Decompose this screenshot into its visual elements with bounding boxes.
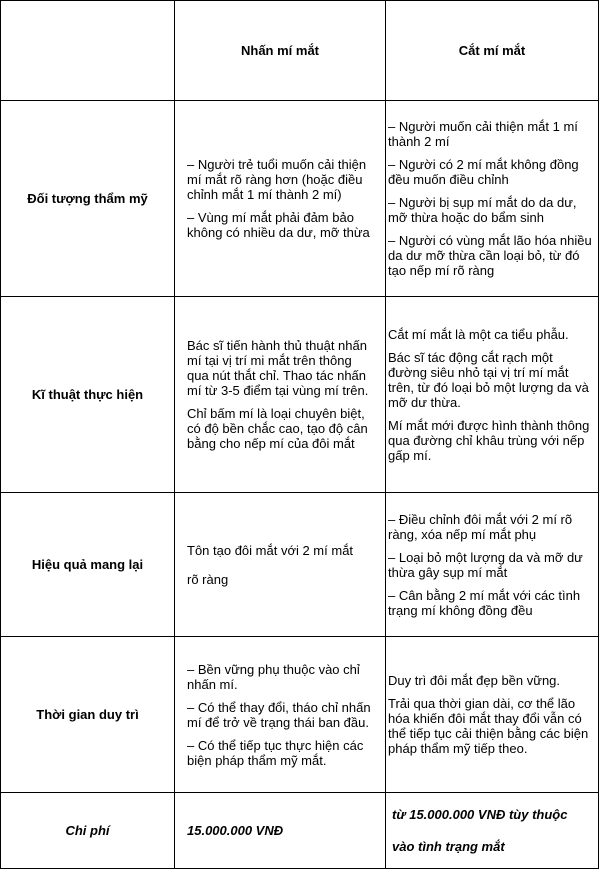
cell-paragraph: – Có thể tiếp tục thực hiện các biện pháp thẩm mỹ mắt. <box>187 737 364 768</box>
cell-paragraph: Duy trì đôi mắt đẹp bền vững. <box>388 673 561 688</box>
cell-paragraph: – Người muốn cải thiện mắt 1 mí thành 2 mí <box>388 119 578 149</box>
cell-paragraph: Bác sĩ tác động cắt rạch một đường siêu nhỏ tại vị trí mí mắt trên, từ đó loại bỏ một lượng da và mỡ dư thừa. <box>388 349 589 410</box>
cell-paragraph: Cắt mí mắt là một ca tiểu phẫu. <box>388 326 569 342</box>
cell-paragraph: Bác sĩ tiến hành thủ thuật nhấn mí tại vị trí mi mắt trên thông qua nút thắt chỉ. Thao tác nhấn mí từ 3-5 điểm tại vùng mí trên. <box>187 338 369 398</box>
row-label-hieu-qua: Hiệu quả mang lại <box>1 493 175 637</box>
cell-paragraph: – Bền vững phụ thuộc vào chỉ nhấn mí. <box>187 661 360 692</box>
cell-paragraph: Trải qua thời gian dài, cơ thể lão hóa khiến đôi mắt thay đổi vẫn có thể tiếp tục cải thiện bằng các biện pháp thẩm mỹ tiếp theo. <box>388 696 589 756</box>
cell-paragraph: Chỉ bấm mí là loại chuyên biệt, có độ bền chắc cao, tạo độ cân bằng cho nếp mí của đôi mắt <box>187 406 368 451</box>
cell-paragraph: – Điều chỉnh đôi mắt với 2 mí rõ ràng, xóa nếp mí mắt phụ <box>388 511 573 542</box>
row-label-ki-thuat: Kĩ thuật thực hiện <box>1 297 175 493</box>
cell-nhan-mi-thoi-gian <box>175 637 386 793</box>
cell-paragraph: – Người có 2 mí mắt không đồng đều muốn điều chỉnh <box>388 157 579 187</box>
cell-paragraph: – Người bị sụp mí mắt do da dư, mỡ thừa hoặc do bẩm sinh <box>388 195 577 225</box>
cell-paragraph: rõ ràng <box>187 571 229 587</box>
cell-cat-mi-chi-phi <box>386 793 599 869</box>
table-row <box>1 793 599 869</box>
header-row <box>1 1 599 101</box>
cell-paragraph: Tôn tạo đôi mắt với 2 mí mắt <box>187 542 354 558</box>
table-row <box>1 637 599 793</box>
row-label-thoi-gian: Thời gian duy trì <box>1 637 175 793</box>
row-label-doi-tuong: Đối tượng thẩm mỹ <box>1 101 175 297</box>
cell-nhan-mi-chi-phi <box>175 793 386 869</box>
price-value: vào tình trạng mắt <box>392 838 505 854</box>
cell-paragraph: Mí mắt mới được hình thành thông qua đường chỉ khâu trùng với nếp gấp mí. <box>388 417 590 463</box>
price-value: từ 15.000.000 VNĐ tùy thuộc <box>392 806 568 822</box>
cell-paragraph: – Có thể thay đổi, tháo chỉ nhấn mí để trở về trạng thái ban đầu. <box>187 699 371 730</box>
cell-paragraph: – Loại bỏ một lượng da và mỡ dư thừa gây sụp mí mắt <box>388 549 583 580</box>
cell-paragraph: – Người có vùng mắt lão hóa nhiều da dư mỡ thừa cần loại bỏ, từ đó tạo nếp mí rõ ràng <box>388 233 592 278</box>
cell-nhan-mi-ki-thuat <box>175 297 386 493</box>
column-header-nhan-mi: Nhấn mí mắt <box>175 1 386 101</box>
cell-paragraph: – Cân bằng 2 mí mắt với các tình trạng mí không đồng đều <box>388 587 581 618</box>
cell-cat-mi-thoi-gian <box>386 637 599 793</box>
cell-cat-mi-doi-tuong <box>386 101 599 297</box>
table-row <box>1 493 599 637</box>
cell-nhan-mi-hieu-qua <box>175 493 386 637</box>
table-row <box>1 297 599 493</box>
price-value: 15.000.000 VNĐ <box>187 823 284 838</box>
cell-paragraph: – Vùng mí mắt phải đảm bảo không có nhiều da dư, mỡ thừa <box>187 210 370 240</box>
table-row <box>1 101 599 297</box>
cell-cat-mi-hieu-qua <box>386 493 599 637</box>
cell-nhan-mi-doi-tuong <box>175 101 386 297</box>
column-header-cat-mi: Cắt mí mắt <box>386 1 599 101</box>
row-label-chi-phi: Chi phí <box>1 793 175 869</box>
cell-paragraph: – Người trẻ tuổi muốn cải thiện mí mắt rõ ràng hơn (hoặc điều chỉnh mắt 1 mí thành 2 mí) <box>187 157 367 202</box>
cell-cat-mi-ki-thuat <box>386 297 599 493</box>
corner-cell <box>1 1 175 101</box>
